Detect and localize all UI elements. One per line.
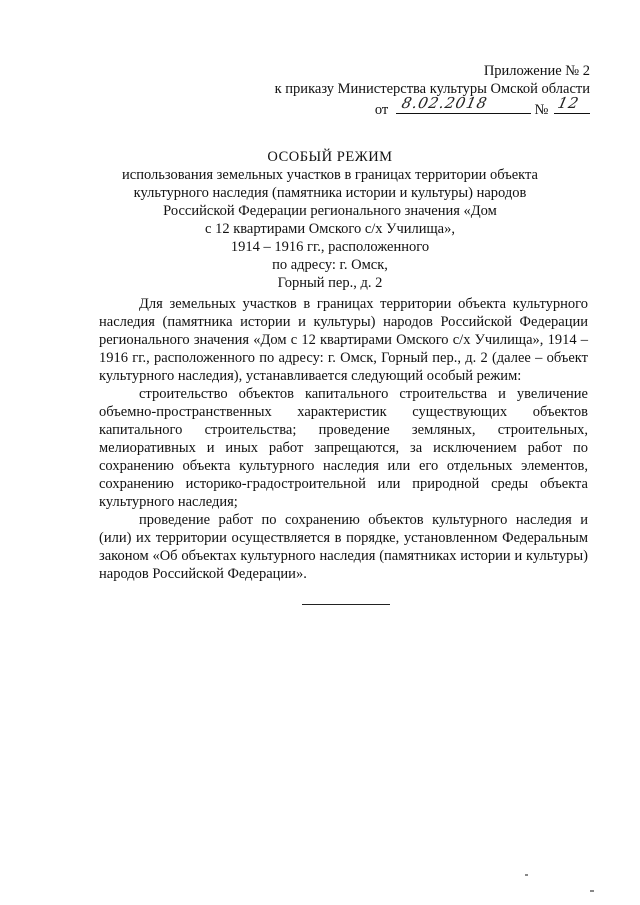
title-line: с 12 квартирами Омского с/х Училища», xyxy=(205,221,455,237)
title-line: Российской Федерации регионального значения «Дом xyxy=(163,203,497,219)
body-paragraph-works: проведение работ по сохранению объектов культурного наследия и (или) их территории осуществляется в порядке, установленном Федеральным законом «Об объектах культурного наследия (памятниках истории и культуры) народов Российской Федерации». xyxy=(99,512,588,582)
document-title-block xyxy=(70,148,590,292)
appendix-number: Приложение № 2 xyxy=(483,63,590,79)
number-blank xyxy=(554,94,590,114)
title-line: культурного наследия (памятника истории и культуры) народов xyxy=(133,185,527,201)
document-body xyxy=(99,295,588,583)
title-line: использования земельных участков в границах территории объекта xyxy=(122,167,538,183)
handwritten-date: 8.02.2018 xyxy=(399,94,490,112)
title-line: Горный пер., д. 2 xyxy=(277,275,383,291)
number-prefix: № xyxy=(534,102,549,118)
date-prefix: от xyxy=(374,102,389,118)
body-paragraph-construction: строительство объектов капитального строительства и увеличение объемно-пространственных характеристик существующих объектов капитального строительства; проведение земляных, строительных, мелиоративных и иных работ запрещаются, за исключением работ по сохранению объекта культурного наследия или его отдельных элементов, сохранению историко-градостроительной или природной среды объекта культурного наследия; xyxy=(99,386,588,510)
end-separator-line xyxy=(302,604,390,605)
handwritten-number: 12 xyxy=(556,94,582,112)
document-title: ОСОБЫЙ РЕЖИМ xyxy=(267,149,393,165)
appendix-header xyxy=(275,62,590,119)
order-reference: к приказу Министерства культуры Омской области xyxy=(274,81,590,97)
body-paragraph-intro: Для земельных участков в границах территории объекта культурного наследия (памятника истории и культуры) народов Российской Федерации регионального значения «Дом с 12 квартирами Омского с/х Училища», 1914 – 1916 гг., расположенного по адресу: г. Омск, Горный пер., д. 2 (далее – объект культурного наследия), устанавливается следующий особый режим: xyxy=(99,296,588,384)
title-line: по адресу: г. Омск, xyxy=(272,257,388,273)
scan-speck xyxy=(525,874,528,876)
date-blank xyxy=(396,94,531,114)
title-line: 1914 – 1916 гг., расположенного xyxy=(230,239,430,255)
order-date-number-line xyxy=(275,94,590,119)
scan-speck xyxy=(590,890,594,892)
